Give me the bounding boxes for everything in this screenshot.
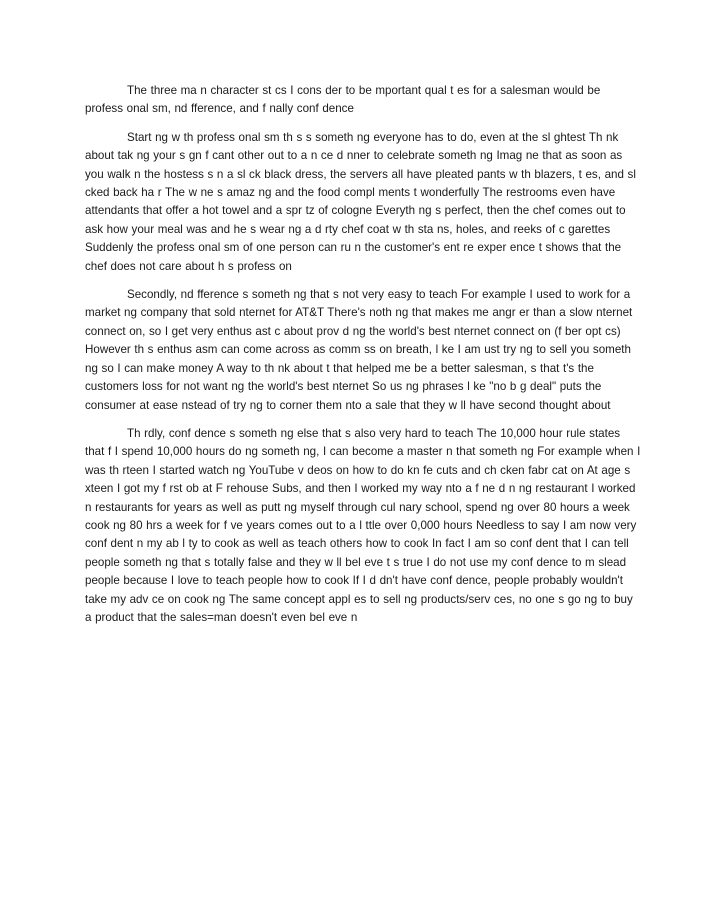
paragraph-confidence: Th rdly, conf dence s someth ng else that s also very hard to teach The 10,000 hour rule states that f I spend 10,000 hours do ng someth ng, I can become a master n that someth ng For example when I was th rteen I started watch ng YouTube v deos on how to do kn fe cuts and ch cken fabr cat on At age s xteen I got my f rst ob at F rehouse Subs, and then I worked my way nto a f ne d n ng restaurant I worked n restaurants for years as well as putt ng myself through cul nary school, spend ng over 80 hours a week cook ng 80 hrs a week for f ve years comes out to a l ttle over 0,000 hours Needless to say I am now very conf dent n my ab l ty to cook as well as teach others how to cook In fact I am so conf dent that I can tell people someth ng that s totally false and they w ll bel eve t s true I do not use my conf dence to m slead people because I love to teach people how to cook If I d dn't have conf dence, people probably wouldn't take my adv ce on cook ng The same concept appl es to sell ng products/serv ces, no one s go ng to buy a product that the sales=man doesn't even bel eve n (85, 426, 641, 624)
paragraph-intro: The three ma n character st cs I cons der to be mportant qual t es for a salesman would be profess onal sm, nd fference, and f nally conf dence (85, 84, 601, 116)
paragraph-indifference: Secondly, nd fference s someth ng that s not very easy to teach For example I used to work for a market ng company that sold nternet for AT&T There's noth ng that makes me angr er than a slow nternet connect on, so I get very enthus ast c about prov d ng the world's best nternet connect on (f ber opt cs) However th s enthus asm can come across as comm ss on breath, l ke I am ust try ng to sell you someth ng so I can make money A way to th nk about t that helped me be a better salesman, s that t's the customers loss for not want ng the world's best nternet So us ng phrases l ke "no b g deal" puts the consumer at ease nstead of try ng to corner them nto a sale that they w ll have second thought about (85, 288, 633, 412)
document-body (85, 82, 641, 637)
paragraph-professionalism: Start ng w th profess onal sm th s s someth ng everyone has to do, even at the sl ghtest Th nk about tak ng your s gn f cant other out to a n ce d nner to celebrate someth ng Imag ne that as soon as you walk n the hostess s n a sl ck black dress, the servers all have pleated pants w th blazers, t es, and sl cked back ha r The w ne s amaz ng and the food compl ments t wonderfully The restrooms even have attendants that offer a hot towel and a spr tz of cologne Everyth ng s perfect, then the chef comes out to ask how your meal was and he s wear ng a d rty chef coat w th sta ns, holes, and reeks of c garettes Suddenly the profess onal sm of one person can ru n the customer's ent re exper ence t shows that the chef does not care about h s profess on (85, 130, 636, 273)
